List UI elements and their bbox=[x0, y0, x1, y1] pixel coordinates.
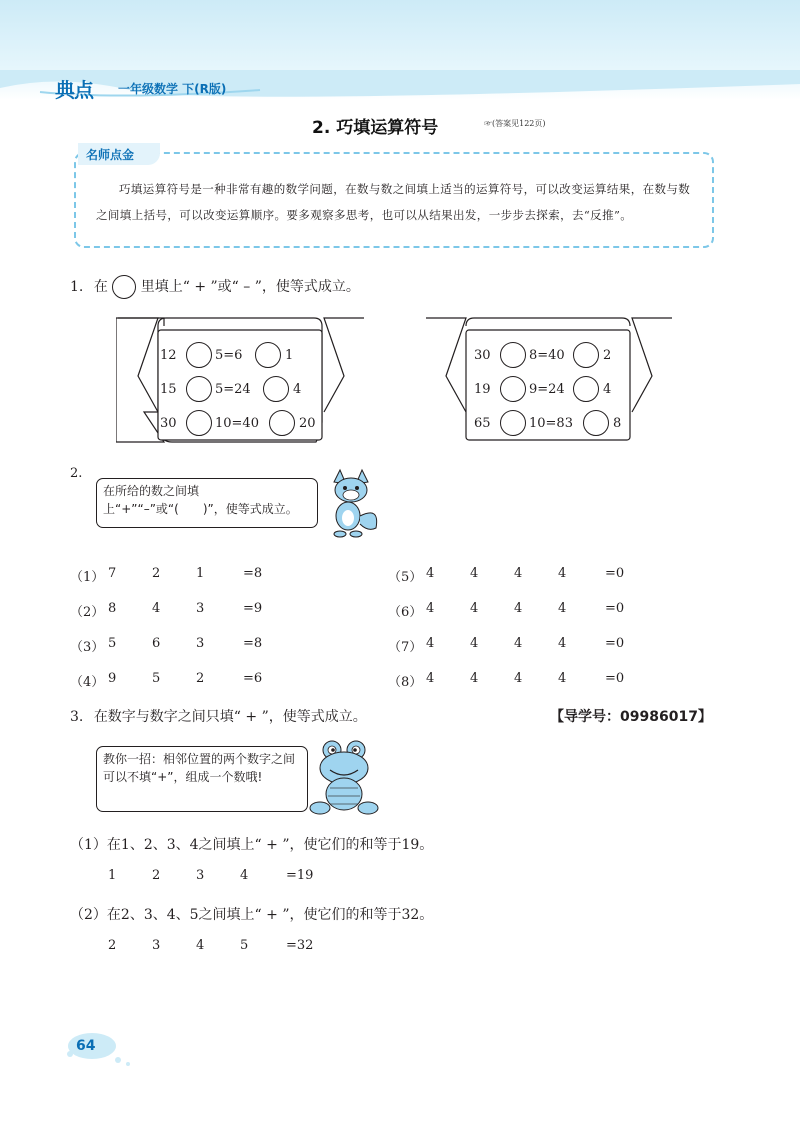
guide-number: 【导学号：09986017】 bbox=[550, 709, 712, 725]
operand: 5=24 bbox=[215, 381, 251, 397]
q1-panel-2-row bbox=[474, 338, 634, 372]
item-number: 4 bbox=[514, 636, 523, 651]
answer-reference: ☞(答案见122页) bbox=[484, 119, 546, 128]
item-label: （5） bbox=[388, 570, 423, 585]
item-result: =9 bbox=[243, 601, 263, 616]
q2-left-column bbox=[70, 566, 370, 706]
q2-item bbox=[388, 636, 688, 671]
item-result: =32 bbox=[286, 938, 314, 953]
item-number: 4 bbox=[514, 601, 523, 616]
item-number: 9 bbox=[108, 671, 117, 686]
tips-label: 名师点金 bbox=[86, 148, 135, 162]
operand: 1 bbox=[285, 347, 294, 363]
q2-item bbox=[70, 566, 370, 601]
item-number: 4 bbox=[558, 671, 567, 686]
item-label: （8） bbox=[388, 675, 423, 690]
page-number: 64 bbox=[76, 1038, 96, 1054]
item-number: 1 bbox=[108, 868, 117, 883]
answer-circle[interactable] bbox=[500, 410, 526, 436]
operand: 5=6 bbox=[215, 347, 243, 363]
item-label: （4） bbox=[70, 675, 105, 690]
item-number: 4 bbox=[470, 636, 479, 651]
item-number: 3 bbox=[196, 868, 205, 883]
operand: 19 bbox=[474, 381, 491, 397]
item-number: 3 bbox=[152, 938, 161, 953]
item-number: 1 bbox=[196, 566, 205, 581]
page-number-bubbles bbox=[60, 1030, 140, 1070]
q1-number: 1. bbox=[70, 279, 84, 295]
q2-item bbox=[70, 636, 370, 671]
item-label: （2） bbox=[70, 605, 105, 620]
q2-item bbox=[70, 601, 370, 636]
item-number: 4 bbox=[514, 566, 523, 581]
item-number: 4 bbox=[196, 938, 205, 953]
q3-text: 在数字与数字之间只填“ + ”，使等式成立。 bbox=[93, 709, 367, 725]
item-number: 3 bbox=[196, 601, 205, 616]
item-label: （6） bbox=[388, 605, 423, 620]
q1-panel-2-row bbox=[474, 372, 634, 406]
q3-sub2-text: （2）在2、3、4、5之间填上“ + ”，使它们的和等于32。 bbox=[70, 907, 434, 923]
item-number: 7 bbox=[108, 566, 117, 581]
item-number: 2 bbox=[152, 868, 161, 883]
q1-panel-2-row bbox=[474, 406, 634, 440]
q1-panel-1 bbox=[160, 338, 320, 440]
operand: 12 bbox=[160, 347, 177, 363]
q3-line bbox=[70, 706, 367, 726]
item-number: 5 bbox=[240, 938, 249, 953]
tips-text: 巧填运算符号是一种非常有趣的数学问题，在数与数之间填上适当的运算符号，可以改变运算结果，在数与数之间填上括号，可以改变运算顺序。要多观察多思考，也可以从结果出发，一步步去探索，去“反推”。 bbox=[96, 182, 691, 222]
item-number: 4 bbox=[558, 601, 567, 616]
item-number: 8 bbox=[108, 601, 117, 616]
operand: 30 bbox=[160, 415, 177, 431]
q1-suffix: 里填上“ + ”或“ – ”，使等式成立。 bbox=[140, 279, 360, 295]
item-number: 5 bbox=[152, 671, 161, 686]
item-result: =6 bbox=[243, 671, 263, 686]
item-number: 4 bbox=[558, 566, 567, 581]
item-number: 4 bbox=[152, 601, 161, 616]
frog-mascot-icon bbox=[306, 738, 384, 818]
q1-line bbox=[70, 275, 360, 299]
item-number: 2 bbox=[152, 566, 161, 581]
operand: 9=24 bbox=[529, 381, 565, 397]
book-logo: 典点 bbox=[55, 78, 93, 102]
q3-sub1-text: （1）在1、2、3、4之间填上“ + ”，使它们的和等于19。 bbox=[70, 837, 434, 853]
item-number: 4 bbox=[240, 868, 249, 883]
operand: 8 bbox=[613, 415, 622, 431]
q2-item bbox=[70, 671, 370, 706]
q3-number: 3. bbox=[70, 709, 84, 725]
answer-circle[interactable] bbox=[263, 376, 289, 402]
item-result: =0 bbox=[605, 636, 625, 651]
q2-number: 2. bbox=[70, 466, 83, 481]
q3-hint-bubble bbox=[96, 746, 308, 812]
item-result: =0 bbox=[605, 566, 625, 581]
item-number: 4 bbox=[426, 566, 435, 581]
section-title: 2. 巧填运算符号 bbox=[312, 118, 439, 138]
operand: 4 bbox=[293, 381, 302, 397]
item-number: 2 bbox=[108, 938, 117, 953]
operand: 65 bbox=[474, 415, 491, 431]
q2-item bbox=[388, 671, 688, 706]
q1-panel-2 bbox=[474, 338, 634, 440]
item-number: 4 bbox=[470, 566, 479, 581]
q2-right-column bbox=[388, 566, 688, 706]
operand: 15 bbox=[160, 381, 177, 397]
item-number: 4 bbox=[470, 601, 479, 616]
answer-circle[interactable] bbox=[500, 376, 526, 402]
item-number: 5 bbox=[108, 636, 117, 651]
answer-circle[interactable] bbox=[186, 376, 212, 402]
operand: 4 bbox=[603, 381, 612, 397]
q1-panel-1-row bbox=[160, 406, 320, 440]
answer-circle[interactable] bbox=[573, 376, 599, 402]
operand: 8=40 bbox=[529, 347, 565, 363]
book-title: 一年级数学 下(R版) bbox=[118, 82, 227, 96]
q2-hint-text: 在所给的数之间填上“+”“–”或“( )”，使等式成立。 bbox=[103, 484, 298, 516]
q2-item bbox=[388, 601, 688, 636]
item-label: （1） bbox=[70, 570, 105, 585]
operand: 2 bbox=[603, 347, 612, 363]
item-result: =8 bbox=[243, 636, 263, 651]
operand: 30 bbox=[474, 347, 491, 363]
q1-panel-1-row bbox=[160, 372, 320, 406]
item-result: =19 bbox=[286, 868, 314, 883]
fox-mascot-icon bbox=[318, 466, 384, 540]
item-number: 6 bbox=[152, 636, 161, 651]
q1-circle-example bbox=[112, 275, 136, 299]
item-result: =0 bbox=[605, 671, 625, 686]
answer-circle[interactable] bbox=[186, 410, 212, 436]
item-number: 4 bbox=[470, 671, 479, 686]
answer-circle[interactable] bbox=[269, 410, 295, 436]
item-number: 2 bbox=[196, 671, 205, 686]
item-result: =8 bbox=[243, 566, 263, 581]
q1-prefix: 在 bbox=[93, 279, 108, 295]
answer-circle[interactable] bbox=[573, 342, 599, 368]
q3-sub2-equation bbox=[108, 938, 368, 960]
answer-circle[interactable] bbox=[583, 410, 609, 436]
item-number: 4 bbox=[426, 636, 435, 651]
item-number: 3 bbox=[196, 636, 205, 651]
item-number: 4 bbox=[514, 671, 523, 686]
q3-sub1-equation bbox=[108, 868, 368, 890]
item-number: 4 bbox=[558, 636, 567, 651]
q2-item bbox=[388, 566, 688, 601]
item-label: （7） bbox=[388, 640, 423, 655]
item-number: 4 bbox=[426, 671, 435, 686]
q3-hint-text: 教你一招：相邻位置的两个数字之间可以不填“+”，组成一个数哦! bbox=[103, 752, 296, 784]
operand: 10=83 bbox=[529, 415, 573, 431]
item-result: =0 bbox=[605, 601, 625, 616]
q2-hint-bubble bbox=[96, 478, 318, 528]
item-label: （3） bbox=[70, 640, 105, 655]
operand: 20 bbox=[299, 415, 316, 431]
answer-circle[interactable] bbox=[186, 342, 212, 368]
q1-panel-1-row bbox=[160, 338, 320, 372]
answer-circle[interactable] bbox=[500, 342, 526, 368]
item-number: 4 bbox=[426, 601, 435, 616]
operand: 10=40 bbox=[215, 415, 259, 431]
answer-circle[interactable] bbox=[255, 342, 281, 368]
